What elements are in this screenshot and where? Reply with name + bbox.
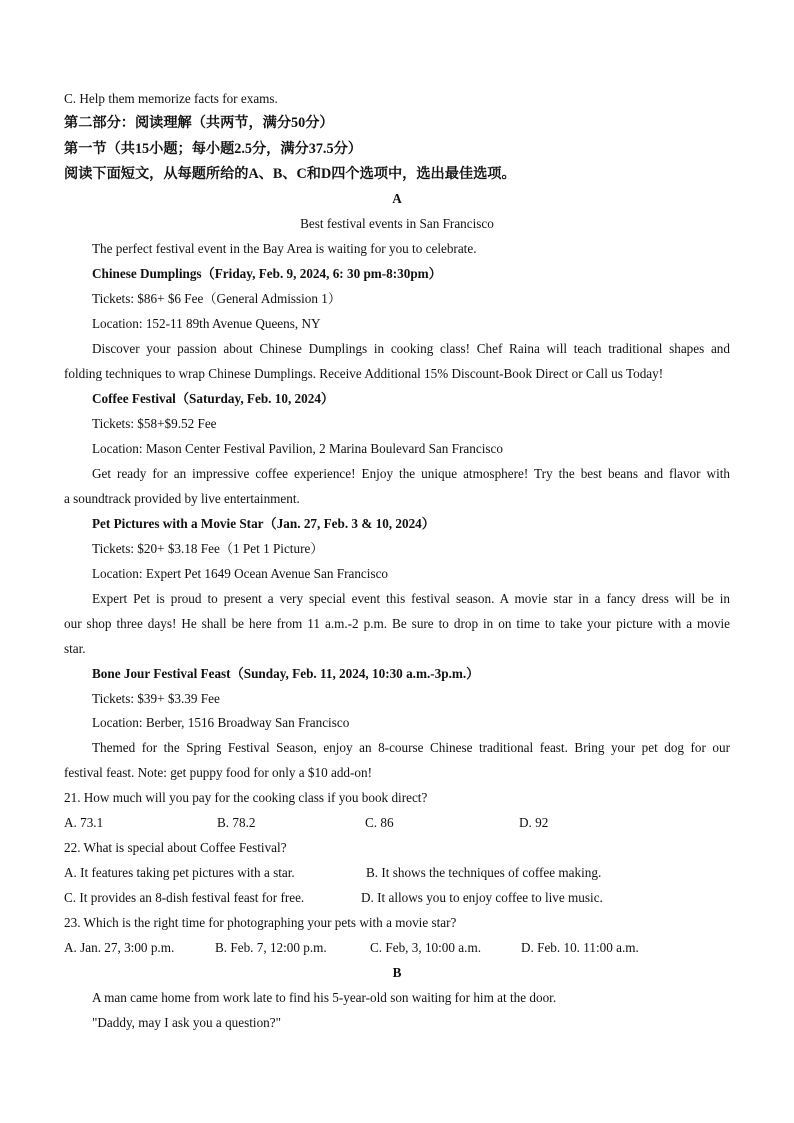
event-description-line: folding techniques to wrap Chinese Dumplings. Receive Additional 15% Discount-Book Direct or Call us Today! bbox=[64, 366, 664, 381]
question-22-option-b: B. It shows the techniques of coffee making. bbox=[366, 865, 602, 880]
event-tickets: Tickets: $86+ $6 Fee（General Admission 1） bbox=[92, 291, 342, 306]
event-heading: Coffee Festival（Saturday, Feb. 10, 2024） bbox=[92, 391, 335, 406]
event-description-line: our shop three days! He shall be here from 11 a.m.-2 p.m. Be sure to drop in on time to take your picture with a movie bbox=[64, 616, 730, 631]
event-tickets: Tickets: $20+ $3.18 Fee（1 Pet 1 Picture） bbox=[92, 541, 324, 556]
event-description-line: Get ready for an impressive coffee experience! Enjoy the unique atmosphere! Try the best beans and flavor with bbox=[92, 466, 730, 481]
question-23-option-a: A. Jan. 27, 3:00 p.m. bbox=[64, 940, 175, 955]
question-22-option-a: A. It features taking pet pictures with a star. bbox=[64, 865, 295, 880]
reading-instruction: 阅读下面短文，从每题所给的A、B、C和D四个选项中，选出最佳选项。 bbox=[64, 166, 516, 182]
passage-b-paragraph: A man came home from work late to find his 5-year-old son waiting for him at the door. bbox=[92, 990, 557, 1005]
passage-b-label: B bbox=[392, 965, 402, 980]
question-22-option-c: C. It provides an 8-dish festival feast for free. bbox=[64, 890, 305, 905]
section-one-heading: 第一节（共15小题；每小题2.5分，满分37.5分） bbox=[64, 141, 362, 157]
event-heading: Bone Jour Festival Feast（Sunday, Feb. 11, 2024, 10:30 a.m.-3p.m.） bbox=[92, 666, 480, 681]
question-23-option-d: D. Feb. 10. 11:00 a.m. bbox=[521, 940, 639, 955]
question-21-stem: 21. How much will you pay for the cooking class if you book direct? bbox=[64, 790, 428, 805]
question-20-option-c: C. Help them memorize facts for exams. bbox=[64, 91, 278, 106]
event-location: Location: Expert Pet 1649 Ocean Avenue San Francisco bbox=[92, 566, 389, 581]
event-description-line: festival feast. Note: get puppy food for only a $10 add-on! bbox=[64, 765, 372, 780]
event-heading: Chinese Dumplings（Friday, Feb. 9, 2024, 6: 30 pm-8:30pm） bbox=[92, 266, 442, 281]
event-location: Location: Mason Center Festival Pavilion, 2 Marina Boulevard San Francisco bbox=[92, 441, 503, 456]
event-location: Location: Berber, 1516 Broadway San Francisco bbox=[92, 715, 350, 730]
question-23-option-b: B. Feb. 7, 12:00 p.m. bbox=[215, 940, 327, 955]
event-description-line: Expert Pet is proud to present a very special event this festival season. A movie star in a fancy dress will be in bbox=[92, 591, 730, 606]
passage-b-paragraph: "Daddy, may I ask you a question?" bbox=[92, 1015, 281, 1030]
event-tickets: Tickets: $39+ $3.39 Fee bbox=[92, 691, 220, 706]
event-description-line: a soundtrack provided by live entertainment. bbox=[64, 491, 300, 506]
event-description-line: Themed for the Spring Festival Season, enjoy an 8-course Chinese traditional feast. Bring your pet dog for our bbox=[92, 740, 730, 755]
question-22-option-d: D. It allows you to enjoy coffee to live music. bbox=[361, 890, 603, 905]
question-21-option-d: D. 92 bbox=[519, 815, 549, 830]
passage-a-intro: The perfect festival event in the Bay Area is waiting for you to celebrate. bbox=[92, 241, 477, 256]
question-23-option-c: C. Feb, 3, 10:00 a.m. bbox=[370, 940, 481, 955]
question-21-option-b: B. 78.2 bbox=[217, 815, 256, 830]
question-22-stem: 22. What is special about Coffee Festival? bbox=[64, 840, 287, 855]
event-tickets: Tickets: $58+$9.52 Fee bbox=[92, 416, 217, 431]
passage-a-title: Best festival events in San Francisco bbox=[300, 216, 494, 231]
event-description-line: Discover your passion about Chinese Dumplings in cooking class! Chef Raina will teach traditional shapes and bbox=[92, 341, 730, 356]
question-21-option-a: A. 73.1 bbox=[64, 815, 104, 830]
event-heading: Pet Pictures with a Movie Star（Jan. 27, Feb. 3 & 10, 2024） bbox=[92, 516, 435, 531]
event-location: Location: 152-11 89th Avenue Queens, NY bbox=[92, 316, 321, 331]
passage-a-label: A bbox=[392, 191, 402, 206]
question-21-option-c: C. 86 bbox=[365, 815, 394, 830]
question-23-stem: 23. Which is the right time for photographing your pets with a movie star? bbox=[64, 915, 457, 930]
event-description-line: star. bbox=[64, 641, 86, 656]
part-two-heading: 第二部分：阅读理解（共两节，满分50分） bbox=[64, 115, 334, 131]
